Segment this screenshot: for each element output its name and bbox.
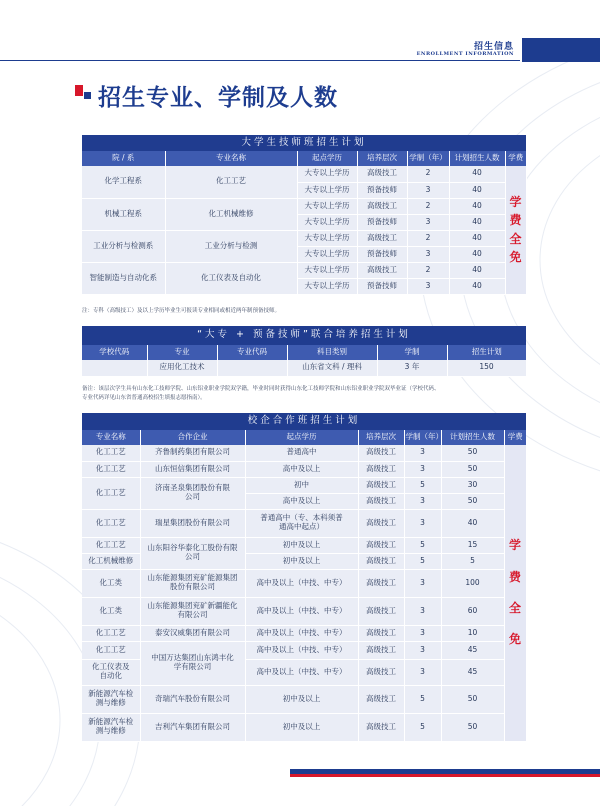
count-cell: 5 — [441, 553, 504, 569]
fee-char: 免 — [509, 250, 522, 265]
major-cell: 化工工艺 — [82, 509, 140, 537]
table-row — [82, 537, 526, 553]
company-cell: 吉利汽车集团有限公司 — [140, 713, 245, 741]
table1-header: 学制（年） — [407, 151, 449, 166]
table2-header: 招生计划 — [447, 345, 526, 360]
count-cell: 60 — [441, 597, 504, 625]
years-cell: 2 — [407, 166, 449, 182]
edu-cell: 大专以上学历 — [297, 198, 357, 214]
major-cell: 新能源汽车检测与维修 — [82, 685, 140, 713]
major-cell: 工业分析与检测 — [165, 230, 297, 262]
edu-cell: 初中及以上 — [245, 553, 358, 569]
company-cell: 奇瑞汽车股份有限公司 — [140, 685, 245, 713]
years-cell: 3 — [404, 509, 441, 537]
years-cell: 3 — [404, 445, 441, 461]
major-cell: 化工工艺 — [82, 641, 140, 659]
table-row — [82, 625, 526, 641]
fee-cell — [505, 166, 526, 294]
edu-cell: 高中及以上（中技、中专） — [245, 641, 358, 659]
count-cell: 10 — [441, 625, 504, 641]
years-cell: 3 — [407, 278, 449, 294]
edu-cell: 高中及以上 — [245, 461, 358, 477]
page-title: 招生专业、学制及人数 — [98, 85, 338, 111]
technician-class-table — [82, 135, 527, 295]
header-rule — [0, 60, 520, 61]
edu-cell: 高中及以上 — [245, 493, 358, 509]
edu-cell: 初中及以上 — [245, 537, 358, 553]
level-cell: 高级技工 — [357, 166, 407, 182]
count-cell: 50 — [441, 461, 504, 477]
table1-header: 培养层次 — [357, 151, 407, 166]
table2-title: “大专 + 预备技师”联合培养招生计划 — [82, 326, 526, 345]
title-marker-red — [75, 85, 83, 96]
level-cell: 高级技工 — [357, 262, 407, 278]
table-row — [82, 166, 526, 182]
table1-header: 计划招生人数 — [449, 151, 505, 166]
table-row — [82, 198, 526, 214]
major-code-cell — [217, 360, 287, 376]
years-cell: 3 年 — [377, 360, 447, 376]
table3-header: 合作企业 — [140, 430, 245, 445]
level-cell: 高级技工 — [358, 553, 404, 569]
subject-cell: 山东省文科 / 理科 — [287, 360, 377, 376]
major-cell: 应用化工技术 — [147, 360, 217, 376]
level-cell: 高级技工 — [358, 509, 404, 537]
count-cell: 150 — [447, 360, 526, 376]
table1-header: 专业名称 — [165, 151, 297, 166]
count-cell: 100 — [441, 569, 504, 597]
table2-header: 学校代码 — [82, 345, 147, 360]
edu-cell: 高中及以上（中技、中专） — [245, 597, 358, 625]
level-cell: 高级技工 — [358, 461, 404, 477]
level-cell: 高级技工 — [357, 230, 407, 246]
table3-header: 起点学历 — [245, 430, 358, 445]
count-cell: 40 — [449, 246, 505, 262]
fee-char: 学 — [508, 538, 521, 553]
table2-header: 专业 — [147, 345, 217, 360]
company-cell: 山东能源集团兖矿新疆能化有限公司 — [140, 597, 245, 625]
level-cell: 高级技工 — [358, 713, 404, 741]
count-cell: 15 — [441, 537, 504, 553]
level-cell: 预备技师 — [357, 278, 407, 294]
edu-cell: 大专以上学历 — [297, 262, 357, 278]
count-cell: 50 — [441, 445, 504, 461]
header-title: 招生信息 — [473, 42, 514, 52]
years-cell: 5 — [404, 685, 441, 713]
edu-cell: 高中及以上（中技、中专） — [245, 569, 358, 597]
major-cell: 化工工艺 — [82, 477, 140, 509]
edu-cell: 高中及以上（中技、中专） — [245, 625, 358, 641]
table3-title: 校企合作班招生计划 — [82, 413, 526, 430]
title-marker-blue — [84, 92, 91, 99]
table-row — [82, 713, 526, 741]
table-row — [82, 509, 526, 537]
years-cell: 3 — [404, 597, 441, 625]
major-cell: 化工机械维修 — [165, 198, 297, 230]
joint-program-table — [82, 326, 527, 377]
level-cell: 高级技工 — [358, 641, 404, 659]
years-cell: 5 — [404, 713, 441, 741]
major-cell: 化工工艺 — [165, 166, 297, 198]
table-row — [82, 569, 526, 597]
level-cell: 高级技工 — [358, 537, 404, 553]
fee-char: 全 — [508, 600, 521, 615]
table1-title: 大学生技师班招生计划 — [82, 135, 526, 151]
years-cell: 3 — [404, 461, 441, 477]
fee-char: 学 — [509, 194, 522, 209]
footer-bar-red — [290, 774, 600, 777]
fee-char: 全 — [509, 231, 522, 246]
count-cell: 40 — [441, 509, 504, 537]
table3-header: 培养层次 — [358, 430, 404, 445]
company-cell: 瑞星集团股份有限公司 — [140, 509, 245, 537]
years-cell: 3 — [407, 246, 449, 262]
table2-note: 备注：该层次学生具有山东化工技师学院、山东铝业职业学院双学籍，毕业时同时获得山东化工技师学院和山东铝业职业学院双毕业证（学校代码、 — [82, 386, 440, 392]
years-cell: 3 — [404, 659, 441, 685]
level-cell: 高级技工 — [358, 685, 404, 713]
edu-cell: 普通高中 — [245, 445, 358, 461]
years-cell: 5 — [404, 553, 441, 569]
years-cell: 3 — [404, 641, 441, 659]
table-row — [82, 597, 526, 625]
years-cell: 3 — [404, 493, 441, 509]
dept-cell: 工业分析与检测系 — [82, 230, 165, 262]
count-cell: 40 — [449, 214, 505, 230]
edu-cell: 初中 — [245, 477, 358, 493]
years-cell: 3 — [404, 625, 441, 641]
fee-char: 免 — [508, 631, 521, 646]
count-cell: 30 — [441, 477, 504, 493]
fee-cell — [504, 445, 526, 741]
level-cell: 高级技工 — [358, 659, 404, 685]
edu-cell: 大专以上学历 — [297, 182, 357, 198]
company-cell: 济南圣泉集团股份有限公司 — [140, 477, 245, 509]
edu-cell: 普通高中（专、本科须普通高中起点） — [245, 509, 358, 537]
level-cell: 高级技工 — [358, 445, 404, 461]
major-cell: 化工机械维修 — [82, 553, 140, 569]
table2-note: 专业代码详见山东省普通高校招生填报志愿指南）。 — [82, 395, 206, 401]
years-cell: 2 — [407, 262, 449, 278]
page-header — [0, 38, 600, 60]
major-cell: 化工工艺 — [82, 537, 140, 553]
table3-header: 计划招生人数 — [441, 430, 504, 445]
major-cell: 化工仪表及自动化 — [82, 659, 140, 685]
level-cell: 高级技工 — [358, 477, 404, 493]
years-cell: 3 — [404, 569, 441, 597]
header-accent-block — [522, 38, 600, 62]
major-cell: 新能源汽车检测与维修 — [82, 713, 140, 741]
count-cell: 50 — [441, 685, 504, 713]
major-cell: 化工类 — [82, 597, 140, 625]
level-cell: 高级技工 — [358, 597, 404, 625]
count-cell: 45 — [441, 659, 504, 685]
years-cell: 3 — [407, 182, 449, 198]
count-cell: 40 — [449, 182, 505, 198]
table1-note: 注：专科（高级技工）及以上学历毕业生可报读专业相同或相近两年制预备技师。 — [82, 308, 281, 314]
header-subtitle: ENROLLMENT INFORMATION — [416, 51, 514, 57]
table2-header: 科目类别 — [287, 345, 377, 360]
years-cell: 2 — [407, 230, 449, 246]
count-cell: 40 — [449, 262, 505, 278]
company-cell: 泰安汉威集团有限公司 — [140, 625, 245, 641]
level-cell: 高级技工 — [358, 625, 404, 641]
edu-cell: 初中及以上 — [245, 713, 358, 741]
major-cell: 化工仪表及自动化 — [165, 262, 297, 294]
fee-char: 费 — [509, 213, 522, 228]
edu-cell: 初中及以上 — [245, 685, 358, 713]
table1-header: 学费 — [505, 151, 526, 166]
table-row — [82, 262, 526, 278]
table3-header: 学制（年） — [404, 430, 441, 445]
edu-cell: 大专以上学历 — [297, 214, 357, 230]
company-cell: 山东能源集团兖矿能源集团股份有限公司 — [140, 569, 245, 597]
years-cell: 5 — [404, 477, 441, 493]
dept-cell: 机械工程系 — [82, 198, 165, 230]
level-cell: 高级技工 — [358, 569, 404, 597]
level-cell: 预备技师 — [357, 182, 407, 198]
edu-cell: 大专以上学历 — [297, 166, 357, 182]
count-cell: 50 — [441, 493, 504, 509]
level-cell: 高级技工 — [358, 493, 404, 509]
table-row — [82, 685, 526, 713]
major-cell: 化工工艺 — [82, 625, 140, 641]
fee-char: 费 — [508, 569, 521, 584]
years-cell: 2 — [407, 198, 449, 214]
dept-cell: 智能制造与自动化系 — [82, 262, 165, 294]
school-code-cell — [82, 360, 147, 376]
level-cell: 高级技工 — [357, 198, 407, 214]
count-cell: 45 — [441, 641, 504, 659]
table1-header: 起点学历 — [297, 151, 357, 166]
major-cell: 化工工艺 — [82, 445, 140, 461]
table-row — [82, 477, 526, 493]
count-cell: 40 — [449, 198, 505, 214]
major-cell: 化工工艺 — [82, 461, 140, 477]
dept-cell: 化学工程系 — [82, 166, 165, 198]
major-cell: 化工类 — [82, 569, 140, 597]
table2-header: 专业代码 — [217, 345, 287, 360]
edu-cell: 高中及以上（中技、中专） — [245, 659, 358, 685]
count-cell: 40 — [449, 278, 505, 294]
table1-header: 院 / 系 — [82, 151, 165, 166]
company-cell: 中国万达集团山东鸿丰化学有限公司 — [140, 641, 245, 685]
edu-cell: 大专以上学历 — [297, 230, 357, 246]
company-cell: 齐鲁制药集团有限公司 — [140, 445, 245, 461]
table2-header: 学制 — [377, 345, 447, 360]
table-row — [82, 461, 526, 477]
company-cell: 山东阳谷华泰化工股份有限公司 — [140, 537, 245, 569]
enterprise-class-table — [82, 413, 527, 742]
level-cell: 预备技师 — [357, 214, 407, 230]
company-cell: 山东恒信集团有限公司 — [140, 461, 245, 477]
years-cell: 3 — [407, 214, 449, 230]
count-cell: 40 — [449, 230, 505, 246]
table-row — [82, 360, 526, 376]
table3-header: 专业名称 — [82, 430, 140, 445]
edu-cell: 大专以上学历 — [297, 278, 357, 294]
edu-cell: 大专以上学历 — [297, 246, 357, 262]
table-row — [82, 641, 526, 659]
years-cell: 5 — [404, 537, 441, 553]
table-row — [82, 445, 526, 461]
count-cell: 40 — [449, 166, 505, 182]
count-cell: 50 — [441, 713, 504, 741]
table3-header: 学费 — [504, 430, 526, 445]
level-cell: 预备技师 — [357, 246, 407, 262]
table-row — [82, 230, 526, 246]
